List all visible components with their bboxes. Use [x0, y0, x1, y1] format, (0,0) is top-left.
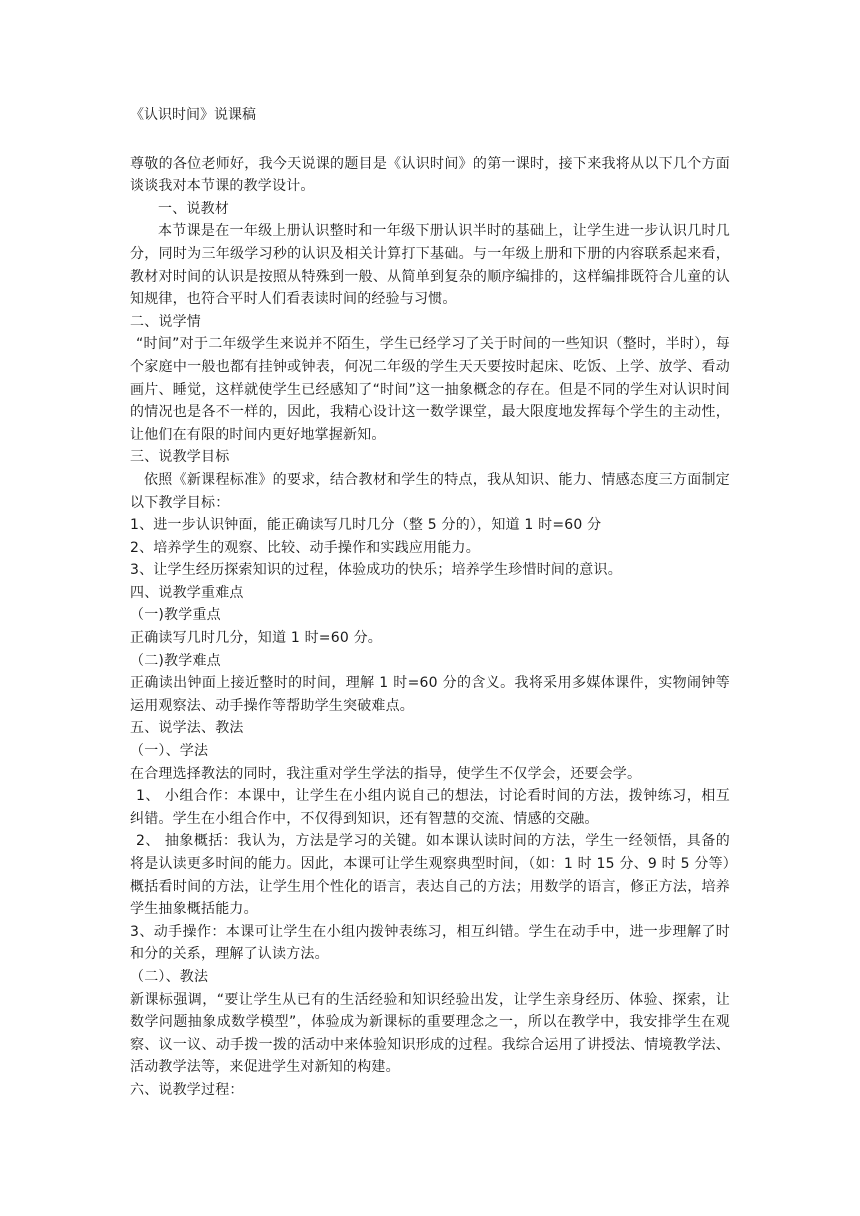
document-title: 《认识时间》说课稿	[130, 107, 256, 123]
section-heading-key-points: 四、说教学重难点	[130, 584, 244, 601]
subheading-key-point: （一)教学重点	[130, 607, 221, 624]
subheading-teaching-method: （二）、教法	[130, 968, 209, 985]
learning-method-item-1: 1、 小组合作：本课中，让学生在小组内说自己的想法，讨论看时间的方法，拨钟练习，相互纠错。学生在小组合作中，不仅得到知识，还有智慧的交流、情感的交融。	[130, 788, 730, 827]
objective-item-3: 3、让学生经历探索知识的过程，体验成功的快乐；培养学生珍惜时间的意识。	[130, 562, 622, 579]
objective-item-2: 2、培养学生的观察、比较、动手操作和实践应用能力。	[130, 539, 480, 556]
key-point-paragraph: 正确读写几时几分，知道 1 时=60 分。	[130, 630, 383, 647]
section-heading-textbook: 一、说教材	[158, 200, 229, 217]
subheading-difficulty: （二)教学难点	[130, 652, 221, 669]
textbook-paragraph: 本节课是在一年级上册认识整时和一年级下册认识半时的基础上，让学生进一步认识几时几分，同时为三年级学习秒的认识及相关计算打下基础。与一年级上册和下册的内容联系起来看，教材对时间的认识是按照从特殊到一般、从简单到复杂的顺序编排的，这样编排既符合儿童的认知规律，也符合平时人们看表读时间的经验与习惯。	[130, 223, 730, 308]
section-heading-students: 二、说学情	[130, 313, 201, 330]
teaching-method-paragraph: 新课标强调，“要让学生从已有的生活经验和知识经验出发，让学生亲身经历、体验、探索，让数学问题抽象成数学模型”，体验成为新课标的重要理念之一，所以在教学中，我安排学生在观察、议一议、动手拨一拨的活动中来体验知识形成的过程。我综合运用了讲授法、情境教学法、活动教学法等，来促进学生对新知的构建。	[130, 991, 730, 1076]
learning-method-item-2: 2、 抽象概括：我认为，方法是学习的关键。如本课认读时间的方法，学生一经领悟，具备的将是认读更多时间的能力。因此，本课可让学生观察典型时间，（如：1 时 15 分、9 时 5 分等）概括看时间的方法，让学生用个性化的语言，表达自己的方法；用数学的语言，修正方法，培养学生抽象概括能力。	[130, 833, 730, 918]
section-heading-process: 六、说教学过程：	[130, 1081, 244, 1098]
difficulty-paragraph: 正确读出钟面上接近整时的时间，理解 1 时=60 分的含义。我将采用多媒体课件，实物闹钟等运用观察法、动手操作等帮助学生突破难点。	[130, 675, 730, 714]
section-heading-methods: 五、说学法、教法	[130, 720, 244, 737]
subheading-learning-method: （一）、学法	[130, 743, 209, 760]
intro-paragraph: 尊敬的各位老师好，我今天说课的题目是《认识时间》的第一课时，接下来我将从以下几个方面谈谈我对本节课的教学设计。	[130, 155, 730, 195]
document-body	[130, 104, 730, 1102]
students-paragraph: “时间”对于二年级学生来说并不陌生，学生已经学习了关于时间的一些知识（整时，半时），每个家庭中一般也都有挂钟或钟表，何况二年级的学生天天要按时起床、吃饭、上学、放学、看动画片、睡觉，这样就使学生已经感知了“时间”这一抽象概念的存在。但是不同的学生对认识时间的情况也是各不一样的，因此，我精心设计这一数学课堂，最大限度地发挥每个学生的主动性，让他们在有限的时间内更好地掌握新知。	[130, 336, 730, 443]
objectives-paragraph: 依照《新课程标准》的要求，结合教材和学生的特点，我从知识、能力、情感态度三方面制定以下教学目标：	[130, 471, 730, 511]
section-heading-objectives: 三、说教学目标	[130, 449, 230, 466]
objective-item-1: 1、进一步认识钟面，能正确读写几时几分（整 5 分的），知道 1 时=60 分	[130, 517, 602, 534]
learning-method-item-3: 3、动手操作：本课可让学生在小组内拨钟表练习，相互纠错。学生在动手中，进一步理解了时和分的关系，理解了认读方法。	[130, 923, 730, 963]
learning-method-paragraph: 在合理选择教法的同时，我注重对学生学法的指导，使学生不仅学会，还要会学。	[130, 765, 642, 782]
